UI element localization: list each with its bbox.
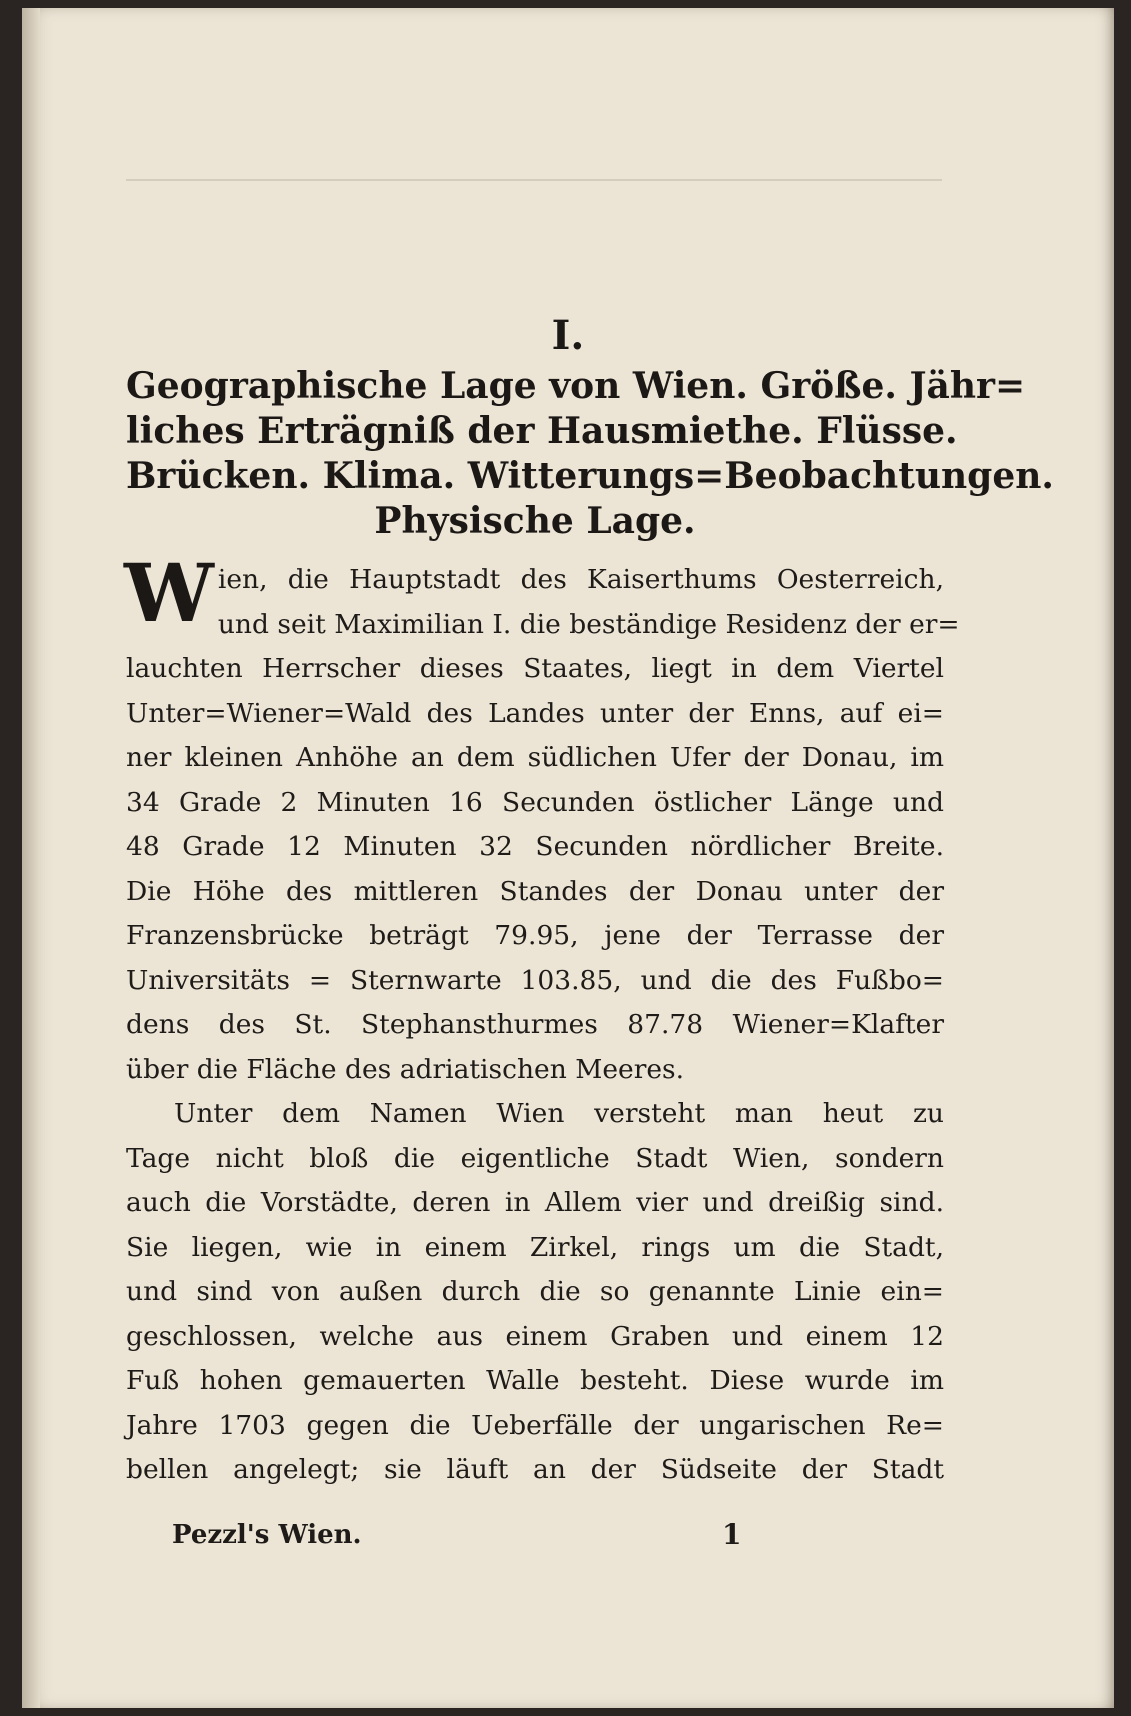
book-page bbox=[22, 8, 1114, 1708]
text-line: dens des St. Stephansthurmes 87.78 Wiener=Klafter bbox=[126, 1009, 944, 1040]
text-line: Franzensbrücke beträgt 79.95, jene der Terrasse der bbox=[126, 920, 944, 951]
text-line: bellen angelegt; sie läuft an der Südseite der Stadt bbox=[126, 1454, 944, 1485]
text-line: 48 Grade 12 Minuten 32 Secunden nördlicher Breite. bbox=[126, 831, 944, 862]
paragraph-2 bbox=[126, 1092, 944, 1493]
page-number: 1 bbox=[722, 1518, 742, 1551]
text-line: 34 Grade 2 Minuten 16 Secunden östlicher Länge und bbox=[126, 786, 944, 818]
heading-line: liches Erträgniß der Hausmiethe. Flüsse. bbox=[126, 410, 958, 452]
signature-mark: Pezzl's Wien. bbox=[172, 1520, 362, 1550]
text-line: auch die Vorstädte, deren in Allem vier und dreißig sind. bbox=[126, 1187, 944, 1218]
text-line: Unter dem Namen Wien versteht man heut zu bbox=[174, 1098, 944, 1129]
drop-cap: W bbox=[124, 546, 214, 640]
bleed-through-rule bbox=[126, 179, 942, 181]
text-line: und sind von außen durch die so genannte Linie ein= bbox=[126, 1276, 944, 1307]
text-line: Die Höhe des mittleren Standes der Donau unter der bbox=[126, 875, 944, 907]
text-line: Universitäts = Sternwarte 103.85, und die des Fußbo= bbox=[126, 964, 944, 996]
text-line: Jahre 1703 gegen die Ueberfälle der ungarischen Re= bbox=[126, 1409, 944, 1441]
text-line: lauchten Herrscher dieses Staates, liegt in dem Viertel bbox=[126, 653, 944, 684]
text-line: Fuß hohen gemauerten Walle besteht. Diese wurde im bbox=[126, 1365, 944, 1396]
heading-line: Physische Lage. bbox=[374, 500, 696, 542]
text-line: über die Fläche des adriatischen Meeres. bbox=[126, 1053, 685, 1085]
chapter-number: I. bbox=[551, 312, 585, 359]
heading-line: Geographische Lage von Wien. Größe. Jähr= bbox=[126, 365, 1026, 407]
text-line: Tage nicht bloß die eigentliche Stadt Wien, sondern bbox=[126, 1142, 944, 1174]
paragraph-1 bbox=[124, 546, 960, 1092]
heading-line: Brücken. Klima. Witterungs=Beobachtungen. bbox=[126, 455, 1054, 497]
body-text bbox=[124, 546, 960, 1493]
text-line: Unter=Wiener=Wald des Landes unter der Enns, auf ei= bbox=[126, 697, 944, 729]
text-line: ien, die Hauptstadt des Kaiserthums Oesterreich, bbox=[217, 564, 944, 595]
text-line: Sie liegen, wie in einem Zirkel, rings um die Stadt, bbox=[126, 1231, 944, 1263]
page-spine-shadow bbox=[22, 8, 40, 1708]
chapter-heading bbox=[126, 364, 1054, 544]
text-line: ner kleinen Anhöhe an dem südlichen Ufer der Donau, im bbox=[126, 742, 944, 773]
text-line: und seit Maximilian I. die beständige Residenz der er= bbox=[217, 608, 960, 640]
text-line: geschlossen, welche aus einem Graben und einem 12 bbox=[126, 1320, 944, 1352]
